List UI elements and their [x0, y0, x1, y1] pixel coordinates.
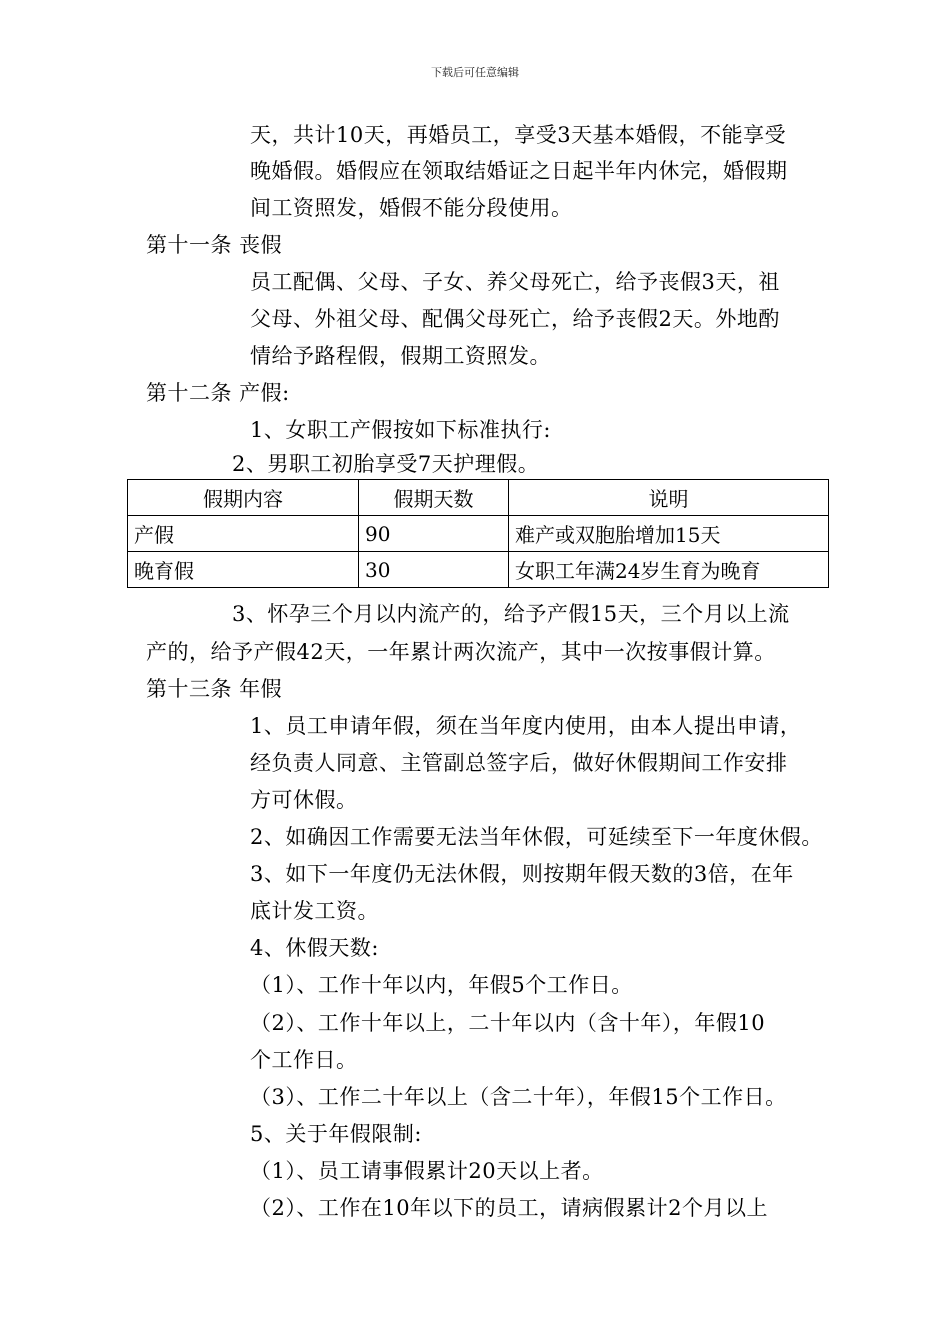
- paragraph-line: （1）、员工请事假累计20天以上者。: [250, 1159, 604, 1183]
- paragraph-line: 2、如确因工作需要无法当年休假，可延续至下一年度休假。: [250, 825, 823, 849]
- paragraph-line: 个工作日。: [250, 1048, 358, 1072]
- article-heading: 第十二条 产假:: [146, 381, 290, 405]
- paragraph-line: 情给予路程假，假期工资照发。: [250, 344, 551, 368]
- paragraph-line: 员工配偶、父母、子女、养父母死亡，给予丧假3天，祖: [250, 270, 780, 294]
- paragraph-line: 方可休假。: [250, 788, 358, 812]
- table-cell: 产假: [128, 516, 359, 552]
- table-row: [128, 552, 829, 588]
- paragraph-line: 晚婚假。婚假应在领取结婚证之日起半年内休完，婚假期: [250, 159, 788, 183]
- paragraph-line: （1）、工作十年以内，年假5个工作日。: [250, 973, 633, 997]
- table-cell: 女职工年满24岁生育为晚育: [509, 552, 829, 588]
- table-cell: 难产或双胞胎增加15天: [509, 516, 829, 552]
- table-row: [128, 516, 829, 552]
- table-cell: 90: [359, 516, 509, 552]
- article-heading: 第十一条 丧假: [146, 233, 283, 257]
- leave-table: [127, 479, 829, 588]
- table-cell: 晚育假: [128, 552, 359, 588]
- paragraph-line: 底计发工资。: [250, 899, 379, 923]
- paragraph-line: 4、休假天数:: [250, 936, 379, 960]
- paragraph-line: 5、关于年假限制:: [250, 1122, 422, 1146]
- paragraph-line: 经负责人同意、主管副总签字后，做好休假期间工作安排: [250, 751, 788, 775]
- paragraph-line: 1、女职工产假按如下标准执行:: [250, 418, 551, 442]
- paragraph-line: 间工资照发，婚假不能分段使用。: [250, 196, 573, 220]
- paragraph-line: 天，共计10天，再婚员工，享受3天基本婚假，不能享受: [250, 123, 787, 147]
- paragraph-line: 1、员工申请年假，须在当年度内使用，由本人提出申请，: [250, 714, 802, 738]
- table-header-cell: 假期天数: [359, 480, 509, 516]
- paragraph-line: 3、如下一年度仍无法休假，则按期年假天数的3倍，在年: [250, 862, 794, 886]
- table-header-cell: 假期内容: [128, 480, 359, 516]
- paragraph-line: （3）、工作二十年以上（含二十年），年假15个工作日。: [250, 1085, 787, 1109]
- paragraph-line: （2）、工作十年以上，二十年以内（含十年），年假10: [250, 1011, 766, 1035]
- table-header-row: [128, 480, 829, 516]
- paragraph-line: 3、怀孕三个月以内流产的，给予产假15天，三个月以上流: [232, 602, 790, 626]
- paragraph-line: （2）、工作在10年以下的员工，请病假累计2个月以上: [250, 1196, 768, 1220]
- page-header-note: 下载后可任意编辑: [431, 66, 519, 79]
- paragraph-line: 父母、外祖父母、配偶父母死亡，给予丧假2天。外地酌: [250, 307, 780, 331]
- table-cell: 30: [359, 552, 509, 588]
- table-header-cell: 说明: [509, 480, 829, 516]
- paragraph-line: 2、男职工初胎享受7天护理假。: [232, 452, 540, 476]
- article-heading: 第十三条 年假: [146, 677, 283, 701]
- paragraph-line: 产的，给予产假42天，一年累计两次流产，其中一次按事假计算。: [146, 640, 776, 664]
